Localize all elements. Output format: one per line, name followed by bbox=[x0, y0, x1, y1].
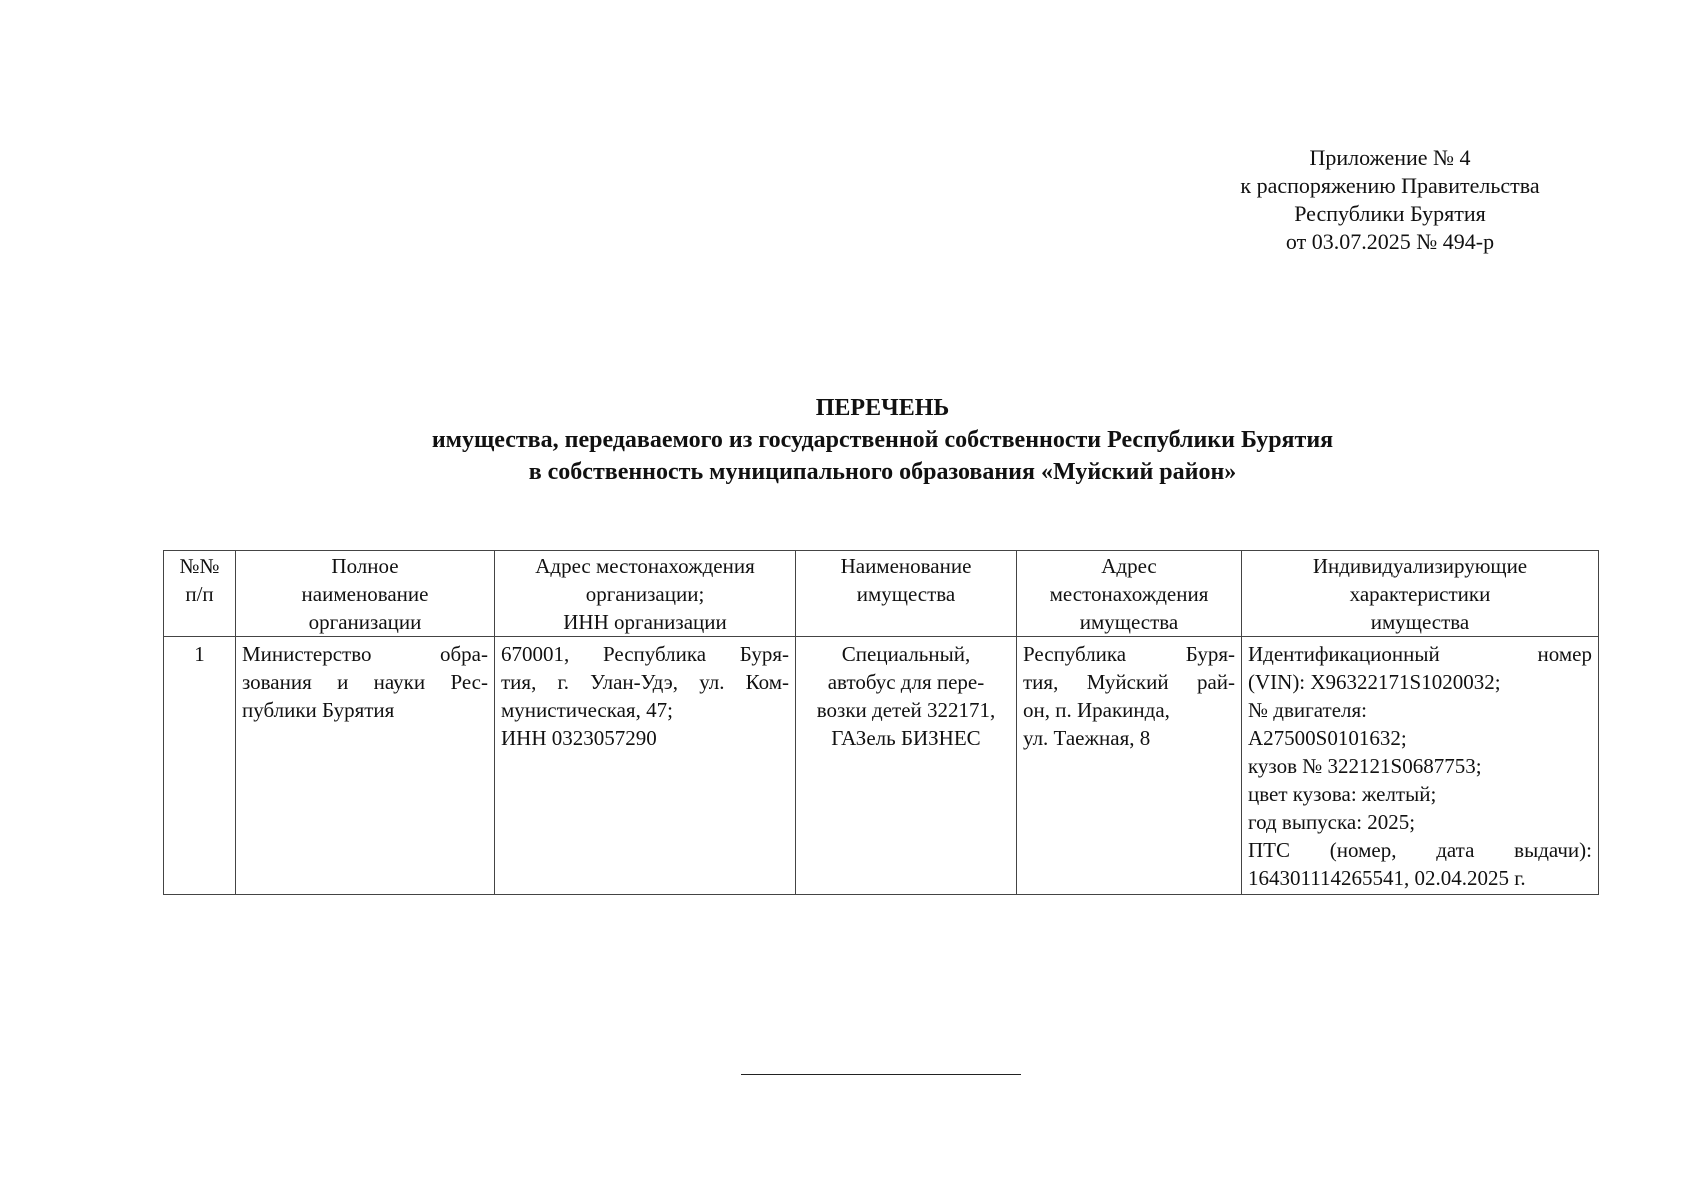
table-header-row bbox=[164, 551, 1599, 637]
header-org-address: Адрес местонахождения организации; ИНН организации bbox=[495, 551, 796, 637]
appendix-header bbox=[1180, 144, 1600, 256]
table-row bbox=[164, 637, 1599, 895]
title-heading: ПЕРЕЧЕНЬ bbox=[815, 395, 950, 421]
table-header bbox=[164, 551, 1599, 637]
appendix-line: Республики Бурятия bbox=[1294, 201, 1486, 226]
appendix-line: Приложение № 4 bbox=[1309, 145, 1471, 170]
property-table bbox=[163, 550, 1599, 895]
cell-org-address: 670001, Республика Буря- тия, г. Улан-Удэ, ул. Ком- мунистическая, 47; ИНН 0323057290 bbox=[495, 637, 796, 895]
closing-divider bbox=[741, 1074, 1021, 1075]
header-property-name: Наименование имущества bbox=[796, 551, 1017, 637]
header-number: №№ п/п bbox=[164, 551, 236, 637]
cell-org-name: Министерство обра- зования и науки Рес- публики Бурятия bbox=[236, 637, 495, 895]
cell-number: 1 bbox=[164, 637, 236, 895]
title-line: в собственность муниципального образования «Муйский район» bbox=[528, 459, 1237, 485]
appendix-line: от 03.07.2025 № 494-р bbox=[1285, 229, 1495, 254]
title-line: имущества, передаваемого из государственной собственности Республики Бурятия bbox=[431, 427, 1334, 453]
appendix-line: к распоряжению Правительства bbox=[1240, 173, 1540, 198]
header-org-name: Полное наименование организации bbox=[236, 551, 495, 637]
header-characteristics: Индивидуализирующие характеристики имущества bbox=[1242, 551, 1599, 637]
cell-property-name: Специальный, автобус для пере- возки детей 322171, ГАЗель БИЗНЕС bbox=[796, 637, 1017, 895]
cell-characteristics: Идентификационный номер (VIN): X96322171S1020032; № двигателя: A27500S0101632; кузов № 322121S0687753; цвет кузова: желтый; год выпуска: 2025; ПТС (номер, дата выдачи): 164301114265541, 02.04.2025 г. bbox=[1242, 637, 1599, 895]
cell-property-address: Республика Буря- тия, Муйский рай- он, п. Иракинда, ул. Таежная, 8 bbox=[1017, 637, 1242, 895]
document-title bbox=[0, 392, 1698, 488]
header-property-address: Адрес местонахождения имущества bbox=[1017, 551, 1242, 637]
